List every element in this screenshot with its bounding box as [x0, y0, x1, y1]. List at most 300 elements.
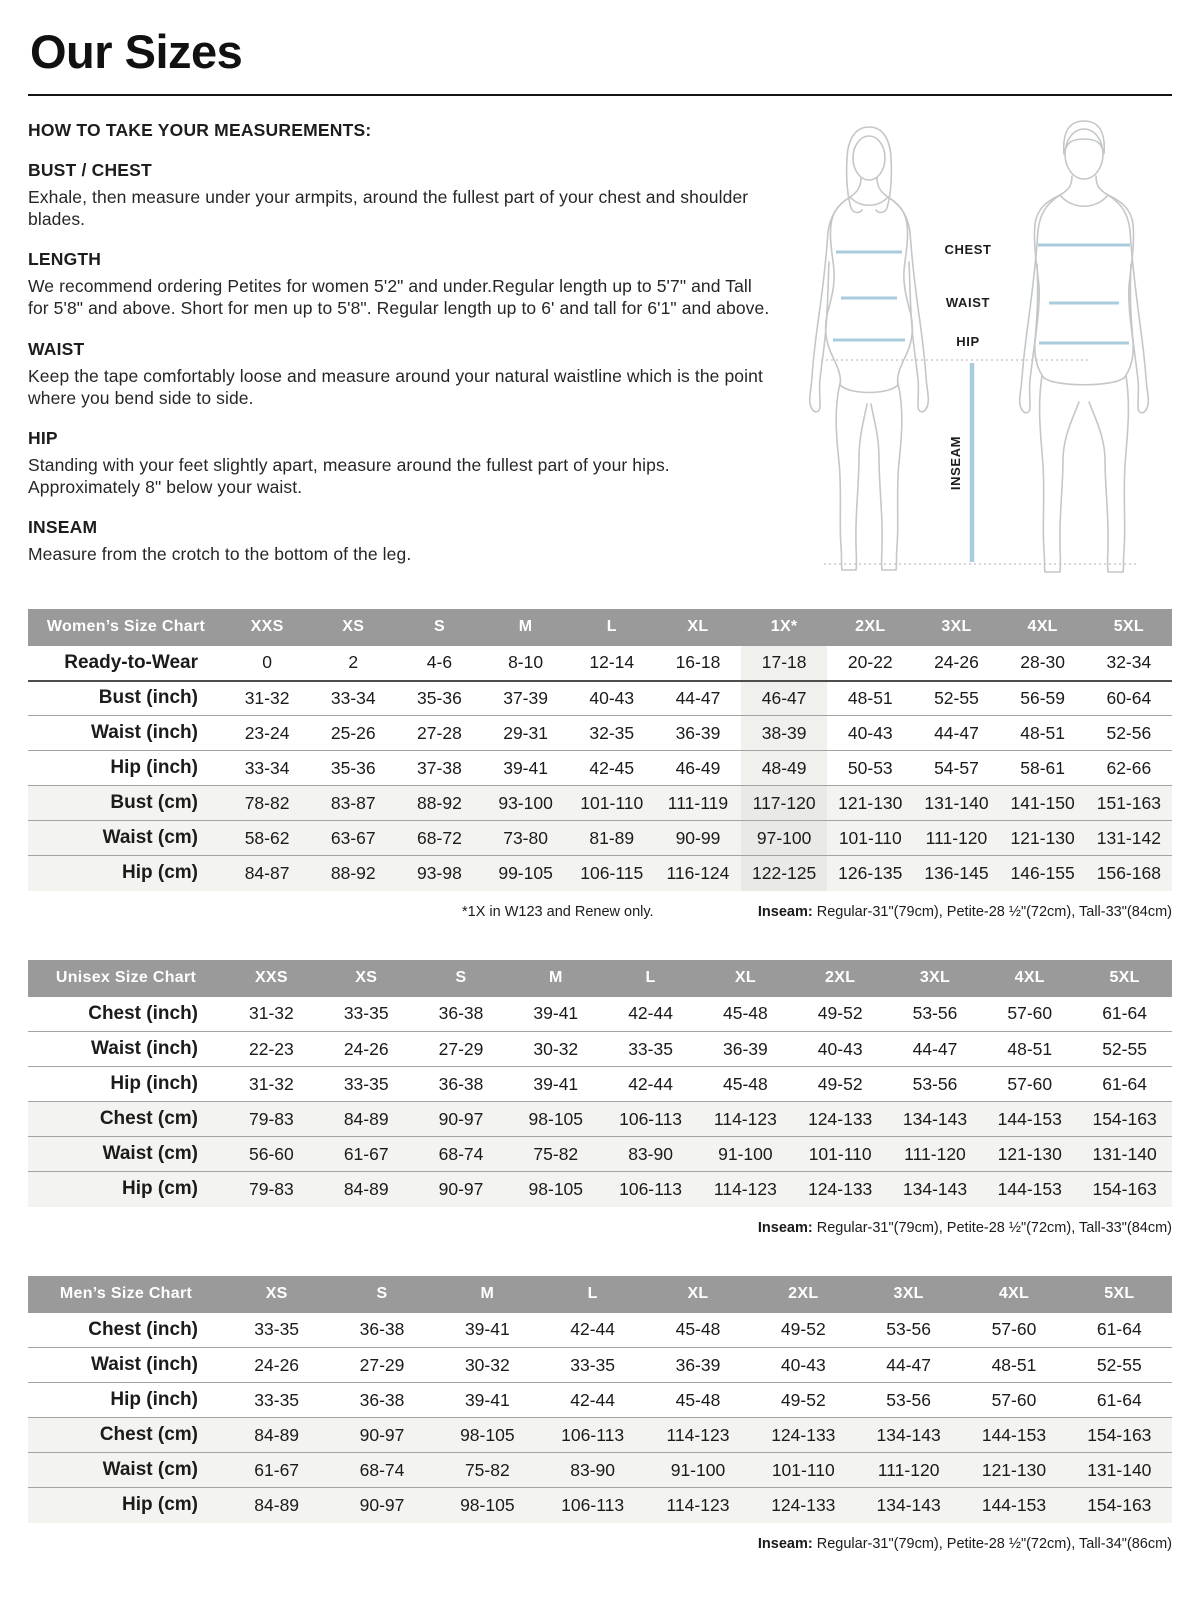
size-column-header: 1X* — [741, 609, 827, 646]
size-cell: 154-163 — [1087, 1424, 1152, 1445]
size-cell: 57-60 — [991, 1319, 1037, 1340]
row-label: Chest (cm) — [99, 1108, 198, 1130]
chest-label: CHEST — [944, 241, 992, 257]
title-divider — [28, 94, 1172, 96]
size-cell: 57-60 — [1007, 1073, 1053, 1094]
size-column-header: 3XL — [888, 960, 983, 997]
size-cell: 146-155 — [1010, 862, 1075, 883]
size-cell: 121-130 — [997, 1143, 1062, 1164]
size-cell: 49-52 — [817, 1073, 863, 1094]
size-cell: 30-32 — [533, 1038, 579, 1059]
man-neckline — [1060, 195, 1108, 206]
size-column-header: 2XL — [827, 609, 913, 646]
size-cell: 61-64 — [1102, 1003, 1147, 1024]
inseam-note-label: Inseam: — [757, 903, 813, 920]
size-cell: 42-44 — [628, 1003, 673, 1024]
size-cell: 36-38 — [438, 1073, 484, 1094]
size-cell: 33-35 — [628, 1038, 673, 1059]
size-cell: 131-140 — [924, 792, 989, 813]
size-cell: 56-59 — [1020, 687, 1066, 708]
size-cell: 37-38 — [417, 757, 462, 778]
size-cell: 90-97 — [438, 1108, 484, 1129]
size-cell: 16-18 — [675, 652, 721, 673]
howto-heading: HOW TO TAKE YOUR MEASUREMENTS: — [28, 119, 372, 140]
size-cell: 124-133 — [771, 1494, 836, 1515]
size-cell: 39-41 — [503, 757, 548, 778]
size-cell: 90-99 — [675, 827, 721, 848]
size-cell: 131-142 — [1096, 827, 1161, 848]
size-cell: 60-64 — [1106, 687, 1152, 708]
size-cell: 61-67 — [254, 1459, 300, 1480]
size-cell: 33-35 — [570, 1354, 616, 1375]
woman-neckline — [850, 197, 888, 205]
size-column-header: 5XL — [1067, 1276, 1172, 1313]
size-cell: 134-143 — [876, 1424, 941, 1445]
man-shorts-line — [1044, 378, 1124, 385]
size-cell: 36-39 — [723, 1038, 768, 1059]
man-figure — [1020, 121, 1149, 572]
size-cell: 27-29 — [359, 1354, 405, 1375]
size-cell: 116-124 — [666, 862, 730, 883]
size-cell: 90-97 — [359, 1424, 405, 1445]
size-cell: 141-150 — [1010, 792, 1075, 813]
size-cell: 25-26 — [330, 722, 376, 743]
size-cell: 45-48 — [723, 1073, 768, 1094]
table-row — [28, 856, 1172, 891]
size-cell: 90-97 — [438, 1178, 484, 1199]
unisex-inseam-note — [758, 1220, 1172, 1236]
table-row — [28, 646, 1172, 681]
size-cell: 134-143 — [902, 1178, 968, 1199]
row-label: Bust (cm) — [110, 792, 198, 814]
size-cell: 40-43 — [817, 1038, 863, 1059]
row-label: Waist (cm) — [102, 1143, 198, 1165]
size-cell: 40-43 — [780, 1354, 826, 1375]
size-cell: 79-83 — [249, 1178, 294, 1199]
table-row — [28, 1067, 1172, 1102]
size-cell: 97-100 — [741, 821, 827, 856]
size-cell: 144-153 — [997, 1178, 1062, 1199]
size-column-header: L — [569, 609, 655, 646]
size-cell: 124-133 — [808, 1178, 873, 1199]
size-cell: 91-100 — [718, 1143, 773, 1164]
size-cell: 114-123 — [666, 1494, 730, 1515]
size-cell: 22-23 — [249, 1038, 294, 1059]
size-cell: 101-110 — [771, 1459, 835, 1480]
size-cell: 49-52 — [817, 1003, 863, 1024]
size-column-header: XS — [310, 609, 396, 646]
size-cell: 106-115 — [580, 862, 644, 883]
size-cell: 33-34 — [244, 757, 290, 778]
size-cell: 57-60 — [991, 1389, 1037, 1410]
table-row — [28, 1032, 1172, 1067]
size-cell: 33-35 — [343, 1073, 389, 1094]
size-cell: 114-123 — [713, 1178, 777, 1199]
size-cell: 156-168 — [1096, 862, 1161, 883]
size-cell: 42-44 — [628, 1073, 673, 1094]
size-column-header: 4XL — [982, 960, 1077, 997]
size-cell: 114-123 — [666, 1424, 730, 1445]
man-head — [1065, 129, 1103, 179]
table-row — [28, 1137, 1172, 1172]
size-cell: 36-39 — [675, 1354, 721, 1375]
size-cell: 151-163 — [1096, 792, 1161, 813]
row-label: Waist (inch) — [91, 1354, 198, 1376]
size-cell: 75-82 — [464, 1459, 510, 1480]
size-cell: 35-36 — [330, 757, 376, 778]
man-left-leg — [1040, 376, 1079, 572]
size-cell: 98-105 — [460, 1424, 515, 1445]
size-cell: 52-55 — [1096, 1354, 1142, 1375]
woman-figure — [810, 127, 929, 570]
row-label: Hip (inch) — [110, 1389, 198, 1411]
size-cell: 144-153 — [981, 1494, 1047, 1515]
row-label: Bust (inch) — [98, 687, 198, 709]
size-cell: 49-52 — [780, 1319, 826, 1340]
size-cell: 101-110 — [838, 827, 902, 848]
size-column-header: M — [435, 1276, 540, 1313]
size-cell: 33-35 — [254, 1319, 300, 1340]
inseam-note-text: Regular-31"(79cm), Petite-28 ½"(72cm), Tall-34"(86cm) — [812, 1535, 1172, 1552]
hip-label: HIP — [956, 333, 980, 349]
size-cell: 48-51 — [991, 1354, 1037, 1375]
size-cell: 88-92 — [417, 792, 462, 813]
table-row — [28, 1488, 1172, 1523]
section-hip — [28, 428, 776, 498]
size-cell: 23-24 — [244, 722, 290, 743]
unisex-table-footnotes — [28, 1220, 1172, 1236]
size-cell: 83-90 — [570, 1459, 616, 1480]
size-cell: 121-130 — [1010, 827, 1075, 848]
size-cell: 84-89 — [254, 1494, 300, 1515]
inseam-note-text: Regular-31"(79cm), Petite-28 ½"(72cm), Tall-33"(84cm) — [812, 1219, 1172, 1236]
section-text: Keep the tape comfortably loose and measure around your natural waistline which is the point where you bend side to side. — [28, 365, 763, 408]
table-row — [28, 1102, 1172, 1137]
mens-table-footnotes — [28, 1536, 1172, 1552]
size-cell: 32-35 — [589, 722, 635, 743]
womens-inseam-note — [758, 904, 1172, 920]
size-cell: 88-92 — [330, 862, 376, 883]
table-row — [28, 786, 1172, 821]
page-title: Our Sizes — [30, 25, 243, 78]
size-cell: 53-56 — [912, 1003, 958, 1024]
size-cell: 114-123 — [713, 1108, 777, 1129]
size-cell: 39-41 — [464, 1389, 510, 1410]
size-cell: 0 — [262, 652, 272, 673]
size-cell: 33-34 — [330, 687, 376, 708]
size-cell: 90-97 — [359, 1494, 405, 1515]
size-cell: 24-26 — [934, 652, 979, 673]
size-cell: 20-22 — [847, 652, 893, 673]
size-cell: 31-32 — [249, 1073, 294, 1094]
measurement-figure — [776, 114, 1172, 591]
size-cell: 63-67 — [330, 827, 376, 848]
woman-torso-right — [877, 178, 912, 385]
section-waist — [28, 339, 776, 409]
inseam-note-label: Inseam: — [757, 1219, 813, 1236]
table-title: Unisex Size Chart — [28, 960, 224, 997]
size-cell: 39-41 — [533, 1003, 579, 1024]
size-cell: 154-163 — [1092, 1178, 1157, 1199]
size-cell: 124-133 — [808, 1108, 873, 1129]
mens-size-chart — [28, 1276, 1172, 1552]
section-bust-chest — [28, 160, 776, 230]
table-row — [28, 1418, 1172, 1453]
size-cell: 131-140 — [1087, 1459, 1152, 1480]
size-cell: 52-56 — [1106, 722, 1152, 743]
size-cell: 68-72 — [417, 827, 462, 848]
unisex-size-chart — [28, 960, 1172, 1236]
size-column-header: 4XL — [961, 1276, 1066, 1313]
womens-size-chart — [28, 609, 1172, 920]
size-column-header: XL — [645, 1276, 750, 1313]
size-cell: 48-51 — [847, 687, 893, 708]
size-cell: 36-39 — [675, 722, 721, 743]
size-cell: 84-87 — [244, 862, 290, 883]
size-cell: 154-163 — [1087, 1494, 1152, 1515]
table-title: Women’s Size Chart — [28, 609, 224, 646]
size-cell: 61-64 — [1102, 1073, 1147, 1094]
size-cell: 46-47 — [741, 681, 827, 716]
size-cell: 36-38 — [359, 1389, 405, 1410]
size-cell: 39-41 — [533, 1073, 579, 1094]
size-cell: 121-130 — [838, 792, 903, 813]
size-cell: 79-83 — [249, 1108, 294, 1129]
size-cell: 53-56 — [886, 1389, 932, 1410]
size-cell: 106-113 — [619, 1178, 683, 1199]
size-cell: 106-113 — [561, 1424, 625, 1445]
size-cell: 53-56 — [886, 1319, 932, 1340]
size-cell: 56-60 — [249, 1143, 294, 1164]
size-cell: 111-120 — [925, 827, 988, 848]
size-cell: 75-82 — [533, 1143, 579, 1164]
size-cell: 101-110 — [580, 792, 644, 813]
size-cell: 50-53 — [847, 757, 893, 778]
size-cell: 91-100 — [670, 1459, 726, 1480]
size-column-header: 2XL — [751, 1276, 856, 1313]
size-cell: 48-51 — [1007, 1038, 1053, 1059]
section-length — [28, 249, 776, 319]
size-cell: 124-133 — [771, 1424, 836, 1445]
size-cell: 31-32 — [249, 1003, 294, 1024]
size-cell: 45-48 — [723, 1003, 768, 1024]
size-column-header: M — [483, 609, 569, 646]
size-column-header: 3XL — [913, 609, 999, 646]
row-label: Hip (inch) — [110, 1073, 198, 1095]
size-cell: 44-47 — [934, 722, 979, 743]
size-cell: 53-56 — [912, 1073, 958, 1094]
section-title: LENGTH — [28, 249, 102, 270]
size-column-header: L — [540, 1276, 645, 1313]
measurement-lines — [833, 245, 1130, 343]
row-label: Waist (inch) — [91, 1038, 198, 1060]
size-cell: 48-49 — [741, 751, 827, 786]
size-cell: 52-55 — [934, 687, 979, 708]
size-column-header: XS — [319, 960, 414, 997]
section-text: We recommend ordering Petites for women 5'2" and under.Regular length up to 5'7" and Tall for 5'8" and above. Short for men up to 5'8". Regular length up to 6' and tall for 6'1" and above. — [28, 276, 770, 319]
row-label: Hip (inch) — [110, 757, 198, 779]
row-label: Waist (cm) — [102, 827, 198, 849]
size-cell: 84-89 — [343, 1108, 389, 1129]
woman-bikini-line — [840, 385, 898, 393]
size-cell: 30-32 — [464, 1354, 510, 1375]
size-cell: 111-120 — [904, 1143, 966, 1164]
size-cell: 93-98 — [417, 862, 462, 883]
row-label: Chest (cm) — [99, 1424, 198, 1446]
size-cell: 126-135 — [838, 862, 903, 883]
size-column-header: S — [414, 960, 509, 997]
size-cell: 106-113 — [619, 1108, 683, 1129]
size-cell: 44-47 — [912, 1038, 958, 1059]
man-torso-right — [1096, 176, 1134, 378]
size-cell: 131-140 — [1092, 1143, 1157, 1164]
size-cell: 35-36 — [417, 687, 462, 708]
size-cell: 73-80 — [503, 827, 548, 848]
womens-size-chart-table — [28, 609, 1172, 891]
row-label: Waist (cm) — [102, 1459, 198, 1481]
row-label: Chest (inch) — [88, 1318, 198, 1340]
inseam-note-label: Inseam: — [757, 1535, 813, 1552]
size-cell: 154-163 — [1092, 1108, 1157, 1129]
woman-left-leg — [836, 383, 867, 570]
size-cell: 12-14 — [589, 652, 635, 673]
size-column-header: S — [329, 1276, 434, 1313]
size-cell: 134-143 — [876, 1494, 941, 1515]
table-row — [28, 1383, 1172, 1418]
size-cell: 8-10 — [508, 652, 544, 673]
section-inseam — [28, 517, 776, 565]
size-cell: 61-67 — [343, 1143, 389, 1164]
size-cell: 31-32 — [244, 687, 290, 708]
table-row — [28, 821, 1172, 856]
size-cell: 36-38 — [438, 1003, 484, 1024]
size-cell: 57-60 — [1007, 1003, 1053, 1024]
size-cell: 37-39 — [503, 687, 548, 708]
size-cell: 48-51 — [1020, 722, 1066, 743]
size-cell: 42-45 — [589, 757, 635, 778]
size-column-header: XXS — [224, 609, 310, 646]
size-cell: 58-62 — [244, 827, 290, 848]
section-text: Standing with your feet slightly apart, measure around the fullest part of your hips. Approximately 8" below your waist. — [28, 455, 670, 498]
size-column-header: L — [603, 960, 698, 997]
size-cell: 68-74 — [438, 1143, 484, 1164]
section-text: Exhale, then measure under your armpits, around the fullest part of your chest and shoulder blades. — [28, 186, 749, 229]
size-cell: 32-34 — [1106, 652, 1152, 673]
size-cell: 44-47 — [886, 1354, 932, 1375]
size-cell: 54-57 — [934, 757, 979, 778]
size-cell: 58-61 — [1020, 757, 1066, 778]
size-cell: 122-125 — [741, 856, 827, 891]
womens-table-footnotes — [28, 904, 1172, 920]
mens-size-chart-table — [28, 1276, 1172, 1523]
size-cell: 24-26 — [343, 1038, 389, 1059]
size-cell: 98-105 — [528, 1108, 584, 1129]
size-cell: 136-145 — [924, 862, 989, 883]
size-column-header: XL — [655, 609, 741, 646]
section-title: WAIST — [28, 338, 85, 359]
size-cell: 2 — [348, 652, 359, 673]
size-cell: 84-89 — [343, 1178, 389, 1199]
row-label: Chest (inch) — [88, 1002, 198, 1024]
size-cell: 99-105 — [498, 862, 553, 883]
row-label: Ready-to-Wear — [64, 651, 198, 673]
size-cell: 27-28 — [417, 722, 462, 743]
woman-torso-left — [826, 178, 861, 385]
size-column-header: 3XL — [856, 1276, 961, 1313]
size-cell: 93-100 — [498, 792, 553, 813]
size-cell: 121-130 — [981, 1459, 1047, 1480]
size-cell: 81-89 — [589, 827, 635, 848]
row-label: Hip (cm) — [122, 1494, 198, 1516]
table-row — [28, 716, 1172, 751]
table-row — [28, 1313, 1172, 1348]
size-cell: 17-18 — [741, 646, 827, 681]
size-cell: 39-41 — [464, 1319, 510, 1340]
woman-head — [853, 136, 885, 180]
measurements-section — [28, 120, 1172, 591]
size-cell: 62-66 — [1106, 757, 1152, 778]
size-cell: 84-89 — [254, 1424, 300, 1445]
footnote-1x: *1X in W123 and Renew only. — [462, 903, 654, 920]
size-cell: 4-6 — [426, 652, 453, 673]
size-column-header: S — [396, 609, 482, 646]
table-row — [28, 1348, 1172, 1383]
mens-inseam-note — [758, 1536, 1172, 1552]
size-cell: 33-35 — [254, 1389, 300, 1410]
size-cell: 117-120 — [741, 786, 827, 821]
size-column-header: XS — [224, 1276, 329, 1313]
size-cell: 45-48 — [675, 1389, 721, 1410]
size-cell: 44-47 — [675, 687, 721, 708]
size-cell: 68-74 — [359, 1459, 405, 1480]
table-row — [28, 997, 1172, 1032]
inseam-note-text: Regular-31"(79cm), Petite-28 ½"(72cm), Tall-33"(84cm) — [812, 903, 1172, 920]
table-row — [28, 1453, 1172, 1488]
section-title: HIP — [28, 428, 58, 448]
size-cell: 98-105 — [460, 1494, 515, 1515]
size-column-header: XL — [698, 960, 793, 997]
size-cell: 111-120 — [877, 1459, 940, 1480]
size-cell: 83-87 — [330, 792, 376, 813]
size-column-header: XXS — [224, 960, 319, 997]
size-cell: 98-105 — [528, 1178, 584, 1199]
unisex-size-chart-table — [28, 960, 1172, 1207]
howto-column — [28, 120, 776, 566]
size-cell: 46-49 — [675, 757, 721, 778]
size-cell: 144-153 — [997, 1108, 1062, 1129]
size-cell: 52-55 — [1102, 1038, 1147, 1059]
size-cell: 24-26 — [254, 1354, 300, 1375]
size-cell: 33-35 — [343, 1003, 389, 1024]
row-label: Hip (cm) — [122, 1178, 198, 1200]
size-column-header: 5XL — [1086, 609, 1172, 646]
size-cell: 29-31 — [503, 722, 548, 743]
man-right-leg — [1089, 376, 1128, 572]
size-cell: 42-44 — [570, 1319, 616, 1340]
size-cell: 61-64 — [1096, 1389, 1142, 1410]
waist-label: WAIST — [945, 294, 991, 310]
size-cell: 78-82 — [244, 792, 290, 813]
row-label: Hip (cm) — [122, 862, 198, 884]
table-row — [28, 681, 1172, 716]
size-cell: 83-90 — [628, 1143, 673, 1164]
size-cell: 106-113 — [561, 1494, 625, 1515]
size-cell: 40-43 — [847, 722, 893, 743]
size-column-header: 4XL — [1000, 609, 1086, 646]
size-cell: 38-39 — [741, 716, 827, 751]
woman-right-leg — [871, 383, 902, 570]
size-cell: 45-48 — [675, 1319, 721, 1340]
